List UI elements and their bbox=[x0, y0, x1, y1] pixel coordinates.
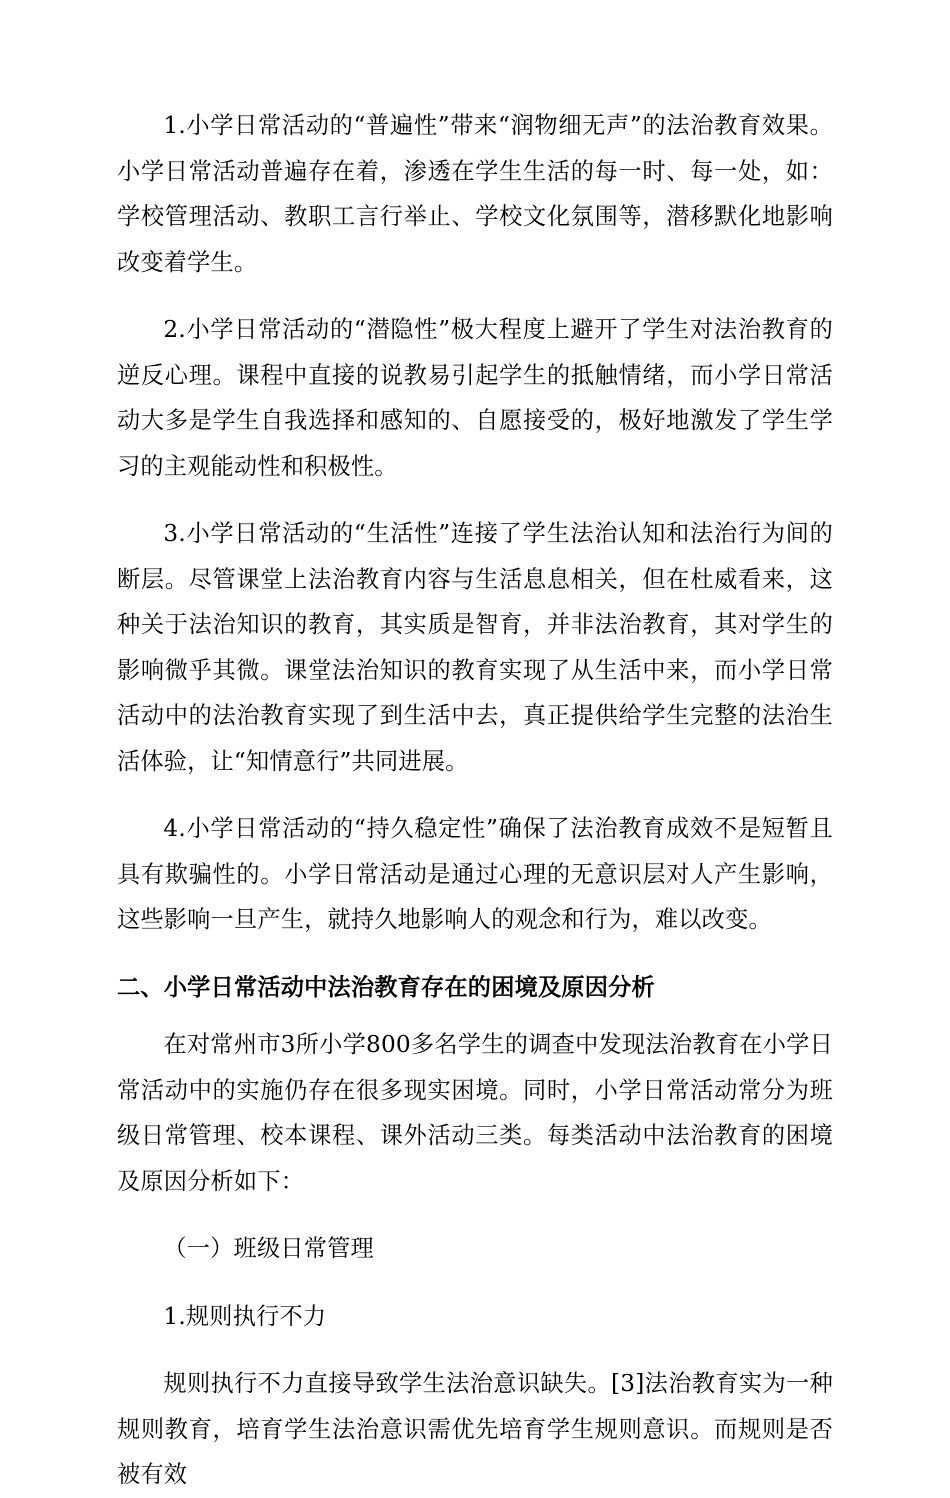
section-heading: 二、小学日常活动中法治教育存在的困境及原因分析 bbox=[117, 973, 655, 1001]
subsubsection-heading: 1.规则执行不力 bbox=[163, 1302, 327, 1330]
subsection-heading: （一）班级日常管理 bbox=[163, 1235, 374, 1262]
paragraph-life-relevance: 3.小学日常活动的“生活性”连接了学生法治认知和法治行为间的断层。尽管课堂上法治教育内容与生活息息相关，但在杜威看来，这种关于法治知识的教育，其实质是智育，并非法治教育，其对学生的影响微乎其微。课堂法治知识的教育实现了从生活中来，而小学日常活动中的法治教育实现了到生活中去，真正提供给学生完整的法治生活体验，让“知情意行”共同进展。 bbox=[117, 520, 833, 775]
paragraph-latency: 2.小学日常活动的“潜隐性”极大程度上避开了学生对法治教育的逆反心理。课程中直接的说教易引起学生的抵触情绪，而小学日常活动大多是学生自我选择和感知的、自愿接受的，极好地激发了学生学习的主观能动性和积极性。 bbox=[117, 316, 833, 480]
paragraph-survey: 在对常州市3所小学800多名学生的调查中发现法治教育在小学日常活动中的实施仍存在很多现实困境。同时，小学日常活动常分为班级日常管理、校本课程、课外活动三类。每类活动中法治教育的困境及原因分析如下： bbox=[117, 1031, 833, 1195]
paragraph-rules: 规则执行不力直接导致学生法治意识缺失。[3]法治教育实为一种规则教育，培育学生法治意识需优先培育学生规则意识。而规则是否被有效 bbox=[117, 1370, 833, 1488]
paragraph-universality: 1.小学日常活动的“普遍性”带来“润物细无声”的法治教育效果。小学日常活动普遍存在着，渗透在学生生活的每一时、每一处，如：学校管理活动、教职工言行举止、学校文化氛围等，潜移默化地影响改变着学生。 bbox=[117, 112, 833, 276]
paragraph-stability: 4.小学日常活动的“持久稳定性”确保了法治教育成效不是短暂且具有欺骗性的。小学日常活动是通过心理的无意识层对人产生影响，这些影响一旦产生，就持久地影响人的观念和行为，难以改变。 bbox=[117, 815, 833, 933]
document-page bbox=[117, 103, 833, 1498]
